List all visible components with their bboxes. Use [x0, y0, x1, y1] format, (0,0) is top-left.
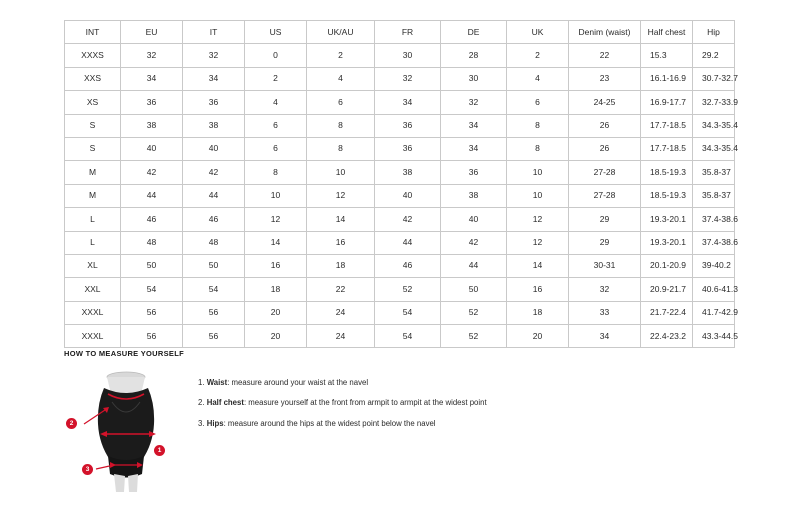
cell-uk-au: 12 [307, 184, 375, 207]
cell-half-chest: 20.1-20.9 [641, 254, 693, 277]
table-row [65, 254, 735, 277]
size-chart-body [65, 44, 738, 348]
note-index: 3. [198, 418, 205, 428]
cell-hip: 35.8-37 [693, 161, 735, 184]
table-header-row [65, 21, 735, 44]
cell-it: 48 [183, 231, 245, 254]
cell-half-chest: 20.9-21.7 [641, 278, 693, 301]
cell-hip: 34.3-35.4 [693, 114, 735, 137]
cell-fr: 36 [375, 137, 441, 160]
table-row [65, 91, 735, 114]
column-header-uk: UK [507, 21, 569, 44]
cell-denim-waist: 29 [569, 231, 641, 254]
cell-it: 36 [183, 91, 245, 114]
cell-denim-waist: 32 [569, 278, 641, 301]
cell-denim-waist: 29 [569, 208, 641, 231]
cell-it: 42 [183, 161, 245, 184]
column-header-us: US [245, 21, 307, 44]
measure-notes [198, 368, 487, 439]
note-text: : measure around your waist at the navel [227, 378, 369, 387]
cell-uk-au: 24 [307, 325, 375, 348]
cell-half-chest: 17.7-18.5 [641, 114, 693, 137]
table-row [65, 114, 735, 137]
cell-uk: 6 [507, 91, 569, 114]
column-header-int: INT [65, 21, 121, 44]
cell-eu: 32 [121, 44, 183, 67]
table-row [65, 184, 735, 207]
cell-eu: 54 [121, 278, 183, 301]
cell-uk-au: 4 [307, 67, 375, 90]
note-index: 1. [198, 378, 205, 387]
table-row [65, 161, 735, 184]
cell-denim-waist: 26 [569, 114, 641, 137]
cell-int: S [65, 114, 121, 137]
cell-int: XXXS [65, 44, 121, 67]
cell-hip: 29.2 [693, 44, 735, 67]
measurement-figure [64, 368, 188, 493]
cell-hip: 37.4-38.6 [693, 231, 735, 254]
cell-half-chest: 19.3-20.1 [641, 208, 693, 231]
cell-us: 6 [245, 114, 307, 137]
cell-us: 20 [245, 301, 307, 324]
how-to-measure-section [64, 349, 744, 493]
cell-de: 38 [441, 184, 507, 207]
table-row [65, 325, 735, 348]
cell-int: M [65, 184, 121, 207]
column-header-it: IT [183, 21, 245, 44]
cell-uk: 20 [507, 325, 569, 348]
cell-int: L [65, 231, 121, 254]
column-header-eu: EU [121, 21, 183, 44]
cell-us: 10 [245, 184, 307, 207]
cell-uk-au: 2 [307, 44, 375, 67]
cell-it: 56 [183, 301, 245, 324]
marker-2: 2 [66, 418, 77, 429]
cell-uk-au: 18 [307, 254, 375, 277]
cell-eu: 56 [121, 325, 183, 348]
column-header-half-chest: Half chest [641, 21, 693, 44]
cell-int: S [65, 137, 121, 160]
cell-half-chest: 15.3 [641, 44, 693, 67]
cell-uk: 8 [507, 114, 569, 137]
cell-us: 18 [245, 278, 307, 301]
cell-it: 40 [183, 137, 245, 160]
cell-int: XS [65, 91, 121, 114]
cell-it: 34 [183, 67, 245, 90]
cell-denim-waist: 30-31 [569, 254, 641, 277]
cell-it: 32 [183, 44, 245, 67]
cell-half-chest: 18.5-19.3 [641, 161, 693, 184]
table-row [65, 231, 735, 254]
table-row [65, 67, 735, 90]
cell-de: 50 [441, 278, 507, 301]
cell-uk: 10 [507, 184, 569, 207]
table-row [65, 301, 735, 324]
cell-half-chest: 16.1-16.9 [641, 67, 693, 90]
size-chart-header [65, 21, 735, 44]
cell-denim-waist: 22 [569, 44, 641, 67]
cell-fr: 40 [375, 184, 441, 207]
table-row [65, 208, 735, 231]
note-index: 2. [198, 398, 205, 408]
cell-us: 8 [245, 161, 307, 184]
cell-de: 36 [441, 161, 507, 184]
cell-fr: 52 [375, 278, 441, 301]
cell-half-chest: 19.3-20.1 [641, 231, 693, 254]
cell-hip: 32.7-33.9 [693, 91, 735, 114]
measure-note-hips [198, 419, 487, 428]
cell-de: 44 [441, 254, 507, 277]
cell-fr: 46 [375, 254, 441, 277]
cell-it: 46 [183, 208, 245, 231]
cell-hip: 35.8-37 [693, 184, 735, 207]
cell-us: 0 [245, 44, 307, 67]
cell-uk: 10 [507, 161, 569, 184]
cell-de: 28 [441, 44, 507, 67]
how-to-measure-title: HOW TO MEASURE YOURSELF [64, 349, 184, 358]
cell-uk-au: 14 [307, 208, 375, 231]
cell-fr: 54 [375, 301, 441, 324]
cell-eu: 48 [121, 231, 183, 254]
cell-us: 14 [245, 231, 307, 254]
cell-de: 52 [441, 301, 507, 324]
cell-hip: 43.3-44.5 [693, 325, 735, 348]
cell-fr: 44 [375, 231, 441, 254]
cell-fr: 32 [375, 67, 441, 90]
cell-denim-waist: 33 [569, 301, 641, 324]
cell-uk: 4 [507, 67, 569, 90]
cell-denim-waist: 24-25 [569, 91, 641, 114]
cell-uk: 18 [507, 301, 569, 324]
how-to-measure-body [64, 368, 744, 493]
table-row [65, 137, 735, 160]
cell-de: 30 [441, 67, 507, 90]
cell-de: 42 [441, 231, 507, 254]
cell-it: 44 [183, 184, 245, 207]
cell-it: 54 [183, 278, 245, 301]
cell-us: 6 [245, 137, 307, 160]
column-header-de: DE [441, 21, 507, 44]
cell-fr: 38 [375, 161, 441, 184]
size-chart-container [64, 20, 738, 348]
cell-half-chest: 17.7-18.5 [641, 137, 693, 160]
note-term: Hips [206, 418, 224, 428]
cell-int: M [65, 161, 121, 184]
measure-note-waist [198, 378, 487, 387]
cell-uk: 2 [507, 44, 569, 67]
column-header-hip: Hip [693, 21, 735, 44]
note-term: Half chest [206, 398, 244, 408]
cell-uk-au: 6 [307, 91, 375, 114]
cell-hip: 30.7-32.7 [693, 67, 735, 90]
measure-note-half-chest [198, 398, 487, 407]
cell-denim-waist: 27-28 [569, 161, 641, 184]
cell-half-chest: 21.7-22.4 [641, 301, 693, 324]
cell-int: L [65, 208, 121, 231]
cell-eu: 50 [121, 254, 183, 277]
cell-eu: 40 [121, 137, 183, 160]
cell-fr: 34 [375, 91, 441, 114]
column-header-fr: FR [375, 21, 441, 44]
cell-denim-waist: 34 [569, 325, 641, 348]
marker-1: 1 [154, 445, 165, 456]
cell-eu: 42 [121, 161, 183, 184]
cell-int: XXS [65, 67, 121, 90]
size-chart-table [64, 20, 738, 348]
note-term: Waist [206, 378, 228, 387]
cell-int: XL [65, 254, 121, 277]
cell-fr: 54 [375, 325, 441, 348]
cell-it: 56 [183, 325, 245, 348]
cell-it: 38 [183, 114, 245, 137]
note-text: : measure around the hips at the widest point below the navel [223, 418, 436, 428]
cell-us: 20 [245, 325, 307, 348]
cell-uk-au: 10 [307, 161, 375, 184]
cell-it: 50 [183, 254, 245, 277]
table-row [65, 278, 735, 301]
cell-uk-au: 22 [307, 278, 375, 301]
cell-eu: 36 [121, 91, 183, 114]
cell-denim-waist: 26 [569, 137, 641, 160]
cell-uk-au: 16 [307, 231, 375, 254]
cell-eu: 38 [121, 114, 183, 137]
cell-denim-waist: 27-28 [569, 184, 641, 207]
cell-int: XXXL [65, 301, 121, 324]
cell-de: 34 [441, 137, 507, 160]
table-row [65, 44, 735, 67]
marker-3: 3 [82, 464, 93, 475]
cell-uk: 12 [507, 208, 569, 231]
cell-denim-waist: 23 [569, 67, 641, 90]
cell-eu: 56 [121, 301, 183, 324]
cell-eu: 44 [121, 184, 183, 207]
cell-us: 16 [245, 254, 307, 277]
cell-de: 34 [441, 114, 507, 137]
cell-de: 52 [441, 325, 507, 348]
cell-uk-au: 24 [307, 301, 375, 324]
cell-eu: 34 [121, 67, 183, 90]
cell-uk-au: 8 [307, 137, 375, 160]
cell-uk: 8 [507, 137, 569, 160]
note-text: : measure yourself at the front from armpit to armpit at the widest point [243, 398, 487, 408]
cell-hip: 37.4-38.6 [693, 208, 735, 231]
cell-de: 32 [441, 91, 507, 114]
cell-fr: 30 [375, 44, 441, 67]
cell-half-chest: 18.5-19.3 [641, 184, 693, 207]
cell-int: XXL [65, 278, 121, 301]
cell-uk: 16 [507, 278, 569, 301]
cell-uk: 14 [507, 254, 569, 277]
column-header-denim-waist: Denim (waist) [569, 21, 641, 44]
cell-us: 12 [245, 208, 307, 231]
cell-fr: 36 [375, 114, 441, 137]
cell-hip: 39-40.2 [693, 254, 735, 277]
cell-de: 40 [441, 208, 507, 231]
cell-us: 2 [245, 67, 307, 90]
cell-hip: 34.3-35.4 [693, 137, 735, 160]
cell-uk-au: 8 [307, 114, 375, 137]
cell-fr: 42 [375, 208, 441, 231]
mannequin-illustration-icon [64, 368, 188, 493]
cell-uk: 12 [507, 231, 569, 254]
cell-eu: 46 [121, 208, 183, 231]
cell-us: 4 [245, 91, 307, 114]
column-header-uk-au: UK/AU [307, 21, 375, 44]
cell-half-chest: 16.9-17.7 [641, 91, 693, 114]
cell-hip: 41.7-42.9 [693, 301, 735, 324]
cell-int: XXXL [65, 325, 121, 348]
cell-hip: 40.6-41.3 [693, 278, 735, 301]
cell-half-chest: 22.4-23.2 [641, 325, 693, 348]
